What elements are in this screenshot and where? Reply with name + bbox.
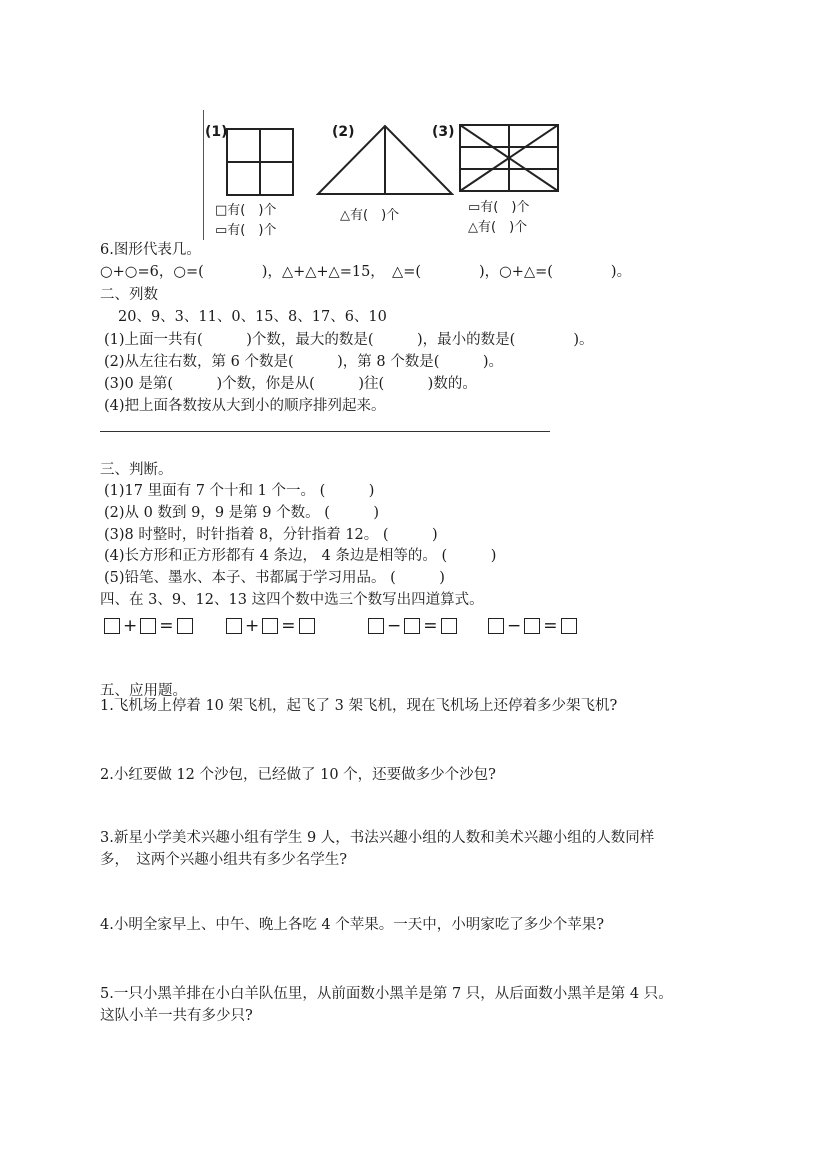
equation [488, 616, 577, 636]
answer-box[interactable] [524, 618, 540, 634]
section-2-numbers: 20、9、3、11、0、15、8、17、6、10 [118, 309, 387, 325]
q6-line: ○+○=6，○=( )，△+△+△=15， △=( )，○+△=( )。 [100, 264, 632, 280]
answer-box[interactable] [262, 618, 278, 634]
figure-1-square-grid [226, 128, 294, 196]
answer-line [100, 431, 550, 432]
answer-box[interactable] [226, 618, 242, 634]
section-3-title: 三、判断。 [100, 462, 173, 478]
figure-1-caption-squares: □有( )个 [215, 203, 277, 218]
equals-sign: = [543, 616, 558, 636]
section-2-q4: (4)把上面各数按从大到小的顺序排列起来。 [104, 398, 386, 414]
operator: + [245, 616, 260, 636]
answer-box[interactable] [140, 618, 156, 634]
judgement-item: (5)铅笔、墨水、本子、书都属于学习用品。 ( ) [104, 570, 445, 586]
judgement-item: (4)长方形和正方形都有 4 条边， 4 条边是相等的。 ( ) [104, 548, 497, 564]
problem-3-line-1: 3.新星小学美术兴趣小组有学生 9 人，书法兴趣小组的人数和美术兴趣小组的人数同样 [100, 830, 655, 846]
q6-title: 6.图形代表几。 [100, 242, 201, 258]
operator: − [387, 616, 402, 636]
answer-box[interactable] [404, 618, 420, 634]
problem-2: 2.小红要做 12 个沙包，已经做了 10 个，还要做多少个沙包? [100, 767, 496, 783]
figure-3-label: (3) [432, 124, 455, 140]
equals-sign: = [423, 616, 438, 636]
equation [104, 616, 193, 636]
problem-5-line-2: 这队小羊一共有多少只? [100, 1008, 253, 1024]
figure-1-caption-rectangles: ▭有( )个 [215, 223, 277, 238]
judgement-item: (2)从 0 数到 9，9 是第 9 个数。 ( ) [104, 505, 380, 521]
equation [368, 616, 457, 636]
answer-box[interactable] [177, 618, 193, 634]
margin-rule [203, 110, 204, 240]
problem-1: 1.飞机场上停着 10 架飞机，起飞了 3 架飞机，现在飞机场上还停着多少架飞机? [100, 698, 618, 714]
judgement-item: (1)17 里面有 7 个十和 1 个一。 ( ) [104, 483, 375, 499]
section-4-title: 四、在 3、9、12、13 这四个数中选三个数写出四道算式。 [100, 592, 484, 608]
answer-box[interactable] [368, 618, 384, 634]
answer-box[interactable] [104, 618, 120, 634]
figure-2-caption-triangles: △有( )个 [340, 208, 400, 223]
section-5-title: 五、应用题。 [100, 683, 187, 699]
equation [226, 616, 315, 636]
section-2-q1: (1)上面一共有( )个数，最大的数是( )，最小的数是( )。 [104, 332, 594, 348]
judgement-item: (3)8 时整时，时针指着 8，分针指着 12。 ( ) [104, 527, 438, 543]
figure-3-rectangle [459, 124, 559, 192]
answer-box[interactable] [441, 618, 457, 634]
section-2-q3: (3)0 是第( )个数，你是从( )往( )数的。 [104, 376, 477, 392]
operator: − [507, 616, 522, 636]
answer-box[interactable] [299, 618, 315, 634]
section-2-title: 二、列数 [100, 287, 158, 303]
problem-3-line-2: 多， 这两个兴趣小组共有多少名学生? [100, 852, 348, 868]
figure-1-label: (1) [205, 124, 228, 140]
operator: + [123, 616, 138, 636]
equals-sign: = [281, 616, 296, 636]
figure-2-label: (2) [332, 124, 355, 140]
problem-5-line-1: 5.一只小黑羊排在小白羊队伍里，从前面数小黑羊是第 7 只，从后面数小黑羊是第 4 只。 [100, 986, 673, 1002]
figure-3-caption-triangles: △有( )个 [468, 220, 528, 235]
section-2-q2: (2)从左往右数，第 6 个数是( )，第 8 个数是( )。 [104, 354, 504, 370]
problem-4: 4.小明全家早上、中午、晚上各吃 4 个苹果。一天中，小明家吃了多少个苹果? [100, 917, 605, 933]
figure-3-caption-rectangles: ▭有( )个 [468, 200, 530, 215]
equals-sign: = [159, 616, 174, 636]
answer-box[interactable] [561, 618, 577, 634]
answer-box[interactable] [488, 618, 504, 634]
